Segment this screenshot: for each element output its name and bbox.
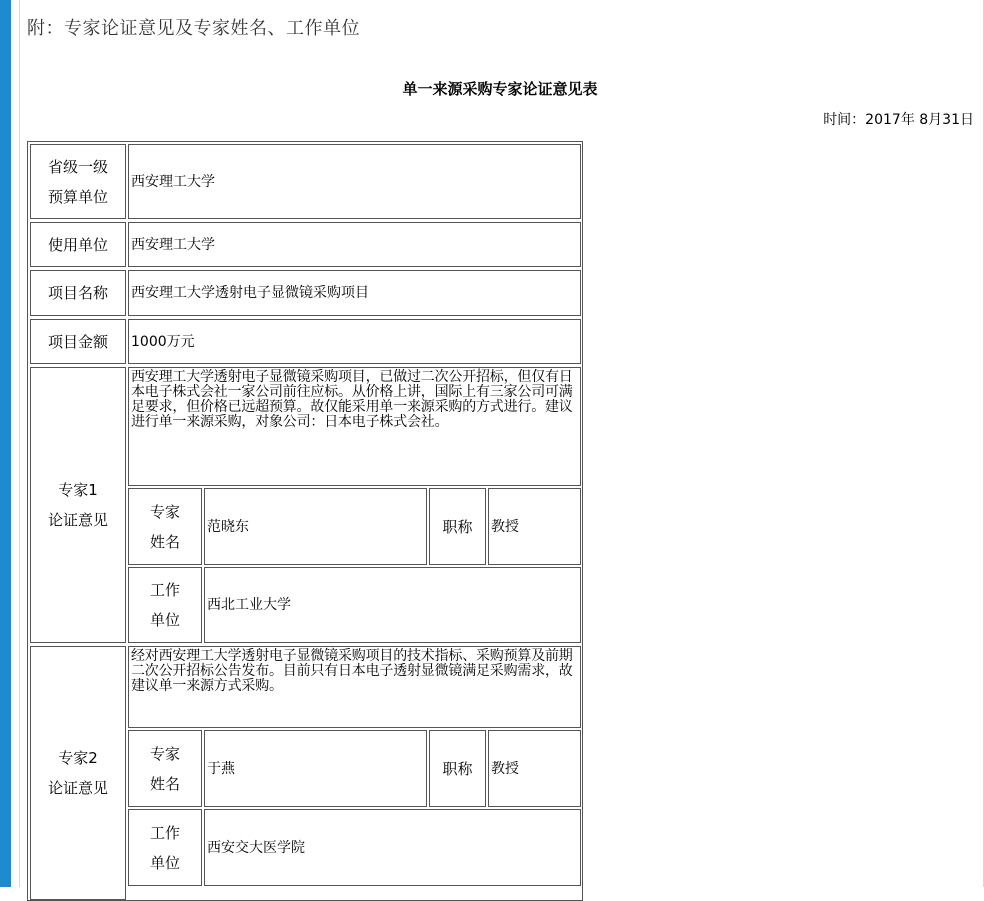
expert-1-name: 范晓东 <box>204 488 427 565</box>
expert-1-unit: 西北工业大学 <box>204 567 581 643</box>
expert-2-name: 于燕 <box>204 730 427 807</box>
left-accent-bar <box>0 0 11 887</box>
form-title: 单一来源采购专家论证意见表 <box>402 80 598 98</box>
left-margin <box>11 0 20 887</box>
opinion-form-table <box>27 141 583 901</box>
expert-2-label: 专家2 论证意见 <box>30 646 126 900</box>
expert-2-name-label: 专家 姓名 <box>128 730 202 807</box>
expert-2-unit-label: 工作 单位 <box>128 809 202 886</box>
user-unit-label: 使用单位 <box>30 222 126 267</box>
expert-1-unit-label: 工作 单位 <box>128 567 202 643</box>
project-amount-value: 1000万元 <box>128 319 581 364</box>
expert-2-unit: 西安交大医学院 <box>204 809 581 886</box>
project-name-value: 西安理工大学透射电子显微镜采购项目 <box>128 270 581 316</box>
expert-1-name-label: 专家 姓名 <box>128 488 202 565</box>
expert-1-opinion: 西安理工大学透射电子显微镜采购项目，已做过二次公开招标，但仅有日本电子株式会社一家公司前往应标。从价格上讲，国际上有三家公司可满足要求，但价格已远超预算。故仅能采用单一来源采购的方式进行。建议进行单一来源采购，对象公司：日本电子株式会社。 <box>128 367 581 486</box>
expert-1-title-label: 职称 <box>429 488 486 565</box>
attachment-heading: 附：专家论证意见及专家姓名、工作单位 <box>27 18 360 39</box>
expert-1-title: 教授 <box>488 488 581 565</box>
budget-unit-value: 西安理工大学 <box>128 144 581 219</box>
expert-1-label: 专家1 论证意见 <box>30 367 126 643</box>
date-label: 时间：2017年 8月31日 <box>823 112 974 128</box>
expert-2-title: 教授 <box>488 730 581 807</box>
expert-2-title-label: 职称 <box>429 730 486 807</box>
project-name-label: 项目名称 <box>30 270 126 316</box>
project-amount-label: 项目金额 <box>30 319 126 364</box>
budget-unit-label: 省级一级 预算单位 <box>30 144 126 219</box>
user-unit-value: 西安理工大学 <box>128 222 581 267</box>
expert-2-opinion: 经对西安理工大学透射电子显微镜采购项目的技术指标、采购预算及前期二次公开招标公告发布。目前只有日本电子透射显微镜满足采购需求，故建议单一来源方式采购。 <box>128 646 581 728</box>
